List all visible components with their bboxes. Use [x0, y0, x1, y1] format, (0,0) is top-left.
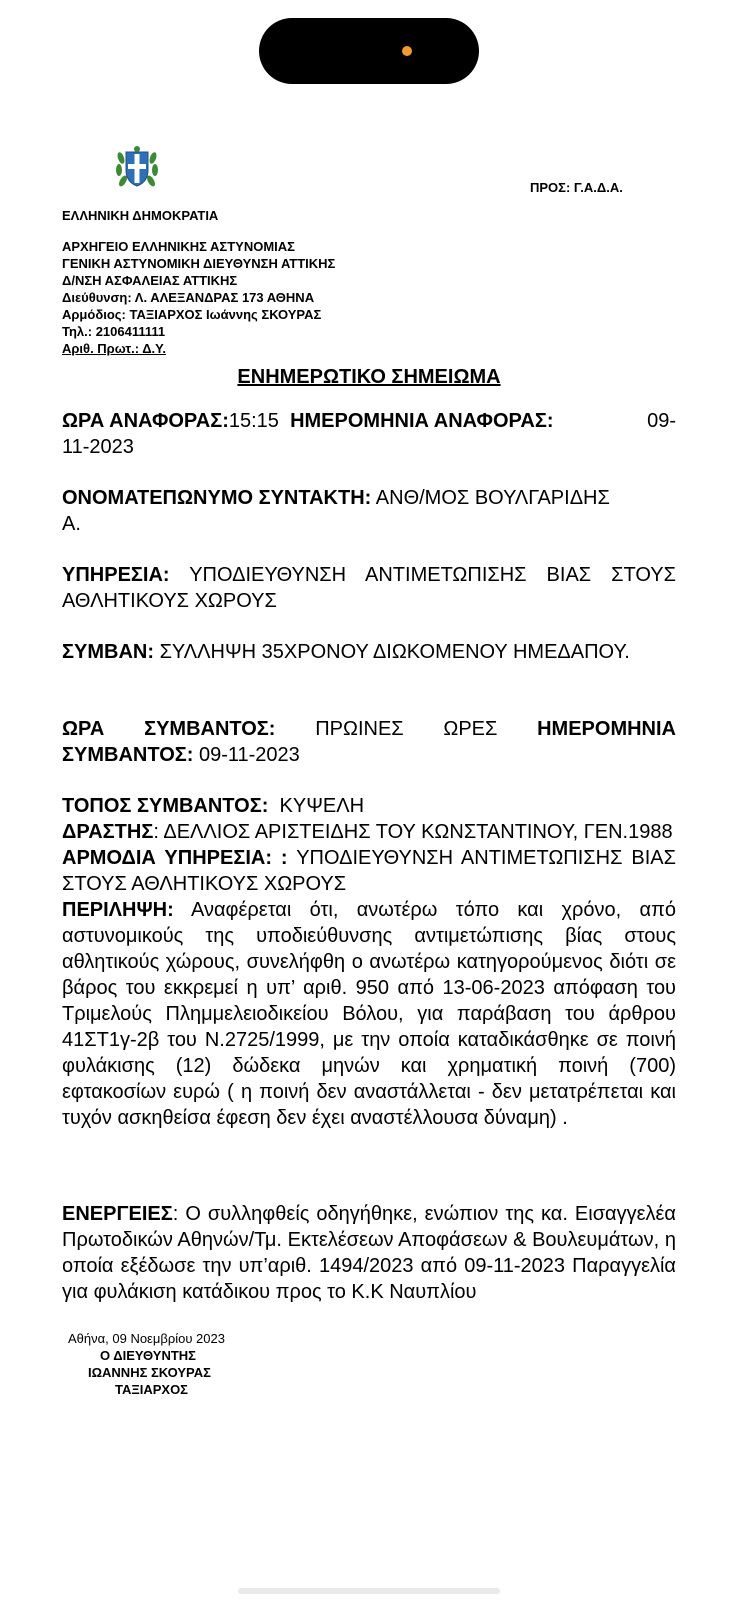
header-line-security: Δ/ΝΣΗ ΑΣΦΑΛΕΙΑΣ ΑΤΤΙΚΗΣ: [62, 273, 238, 288]
event-date-value: 09-11-2023: [198, 744, 300, 766]
place-value: ΚΥΨΕΛΗ: [279, 795, 365, 817]
camera-indicator-dot: [402, 46, 412, 56]
signature-place-date: Αθήνα, 09 Νοεμβρίου 2023: [68, 1331, 225, 1346]
header-line-officer: Αρμόδιος: ΤΑΞΙΑΡΧΟΣ Ιωάννης ΣΚΟΥΡΑΣ: [62, 307, 322, 322]
report-date-label: ΗΜΕΡΟΜΗΝΙΑ ΑΝΑΦΟΡΑΣ:: [290, 410, 554, 432]
report-date-value-part2: 11-2023: [62, 436, 134, 458]
author-value-line2: Α.: [62, 513, 81, 535]
author-value-line1: ΑΝΘ/ΜΟΣ ΒΟΥΛΓΑΡΙΔΗΣ: [375, 487, 610, 509]
service-section: [62, 562, 676, 614]
report-time-value: 15:15: [228, 410, 279, 432]
competent-service-value: ΥΠΟΔΙΕΥΘΥΝΣΗ ΑΝΤΙΜΕΤΩΠΙΣΗΣ ΒΙΑΣ ΣΤΟΥΣ ΑΘΛΗΤΙΚΟΥΣ ΧΩΡΟΥΣ: [62, 847, 676, 895]
summary-label: ΠΕΡΙΛΗΨΗ:: [62, 899, 174, 921]
actions-label: ΕΝΕΡΓΕΙΕΣ: [62, 1203, 173, 1225]
event-value: ΣΥΛΛΗΨΗ 35ΧΡΟΝΟΥ ΔΙΩΚΟΜΕΝΟΥ ΗΜΕΔΑΠΟΥ.: [159, 641, 630, 663]
signature-role: Ο ΔΙΕΥΘΥΝΤΗΣ: [100, 1348, 196, 1363]
perpetrator-value: : ΔΕΛΛΙΟΣ ΑΡΙΣΤΕΙΔΗΣ ΤΟΥ ΚΩΝΣΤΑΝΤΙΝΟΥ, ΓΕΝ.1988: [153, 821, 673, 843]
signature-name: ΙΩΑΝΝΗΣ ΣΚΟΥΡΑΣ: [88, 1365, 211, 1380]
author-label: ΟΝΟΜΑΤΕΠΩΝΥΜΟ ΣΥΝΤΑΚΤΗ:: [62, 487, 372, 509]
details-section: [62, 793, 676, 1131]
home-indicator[interactable]: [238, 1588, 500, 1594]
actions-section: [62, 1201, 676, 1305]
report-time-label: ΩΡΑ ΑΝΑΦΟΡΑΣ:: [62, 410, 229, 432]
header-line-hq: ΑΡΧΗΓΕΙΟ ΕΛΛΗΝΙΚΗΣ ΑΣΤΥΝΟΜΙΑΣ: [62, 239, 295, 254]
signature-rank: ΤΑΞΙΑΡΧΟΣ: [115, 1382, 188, 1397]
report-time-line: [62, 408, 676, 434]
document-title: ΕΝΗΜΕΡΩΤΙΚΟ ΣΗΜΕΙΩΜΑ: [237, 366, 501, 388]
header-line-directorate: ΓΕΝΙΚΗ ΑΣΤΥΝΟΜΙΚΗ ΔΙΕΥΘΥΝΣΗ ΑΤΤΙΚΗΣ: [62, 256, 336, 271]
header-line-protocol: Αριθ. Πρωτ.: Δ.Υ.: [62, 341, 167, 356]
event-time-label: ΩΡΑ ΣΥΜΒΑΝΤΟΣ:: [62, 718, 276, 740]
report-date-value-part1: 09-: [647, 410, 676, 432]
greek-coat-of-arms-icon: [114, 144, 160, 192]
event-time-value: ΠΡΩΙΝΕΣ ΩΡΕΣ: [315, 718, 498, 740]
competent-service-label: ΑΡΜΟΔΙΑ ΥΠΗΡΕΣΙΑ: :: [62, 847, 288, 869]
dynamic-island: [259, 18, 479, 84]
service-value: ΥΠΟΔΙΕΥΘΥΝΣΗ ΑΝΤΙΜΕΤΩΠΙΣΗΣ ΒΙΑΣ ΣΤΟΥΣ ΑΘΛΗΤΙΚΟΥΣ ΧΩΡΟΥΣ: [62, 564, 676, 612]
event-date-label: ΗΜΕΡΟΜΗΝΙΑ ΣΥΜΒΑΝΤΟΣ:: [62, 718, 676, 766]
place-label: ΤΟΠΟΣ ΣΥΜΒΑΝΤΟΣ:: [62, 795, 269, 817]
actions-value: : Ο συλληφθείς οδηγήθηκε, ενώπιον της κα. Εισαγγελέα Πρωτοδικών Αθηνών/Τμ. Εκτελέσεων Αποφάσεων & Βουλευμάτων, η οποία εξέδωσε την υπ’αριθ. 1494/2023 από 09-11-2023 Παραγγελία για φυλάκιση κατάδικου προς το Κ.Κ Ναυπλίου: [62, 1203, 676, 1303]
header-line-address: Διεύθυνση: Λ. ΑΛΕΞΑΝΔΡΑΣ 173 ΑΘΗΝΑ: [62, 290, 315, 305]
event-section: [62, 639, 676, 665]
author-section: [62, 485, 676, 537]
republic-heading: ΕΛΛΗΝΙΚΗ ΔΗΜΟΚΡΑΤΙΑ: [62, 208, 219, 223]
recipient-line: ΠΡΟΣ: Γ.Α.Δ.Α.: [530, 180, 623, 195]
report-time-section: [62, 408, 676, 460]
summary-value: Αναφέρεται ότι, ανωτέρω τόπο και χρόνο, από αστυνομικούς της υποδιεύθυνσης αντιμετώπισης βίας στους αθλητικούς χώρους, συνελήφθη ο ανωτέρω κατηγορούμενος διότι σε βάρος του εκκρεμεί η υπ’ αριθ. 950 από 13-06-2023 απόφαση του Τριμελούς Πλημμελειοδικείου Βόλου, για παράβαση του άρθρου 41ΣΤ1γ-2β του Ν.2725/1999, με την οποία καταδικάσθηκε σε ποινή φυλάκισης (12) δώδεκα μηνών και χρηματική ποινή (700) εφτακοσίων ευρώ ( η ποινή δεν αναστάλλεται - δεν μετατρέπεται και τυχόν ασκηθείσα έφεση δεν έχει αναστέλλουσα δύναμη) .: [62, 899, 676, 1129]
event-time-section: [62, 716, 676, 768]
header-line-phone: Τηλ.: 2106411111: [62, 324, 166, 339]
service-label: ΥΠΗΡΕΣΙΑ:: [62, 564, 170, 586]
perpetrator-label: ΔΡΑΣΤΗΣ: [62, 821, 154, 843]
event-label: ΣΥΜΒΑΝ:: [62, 641, 154, 663]
